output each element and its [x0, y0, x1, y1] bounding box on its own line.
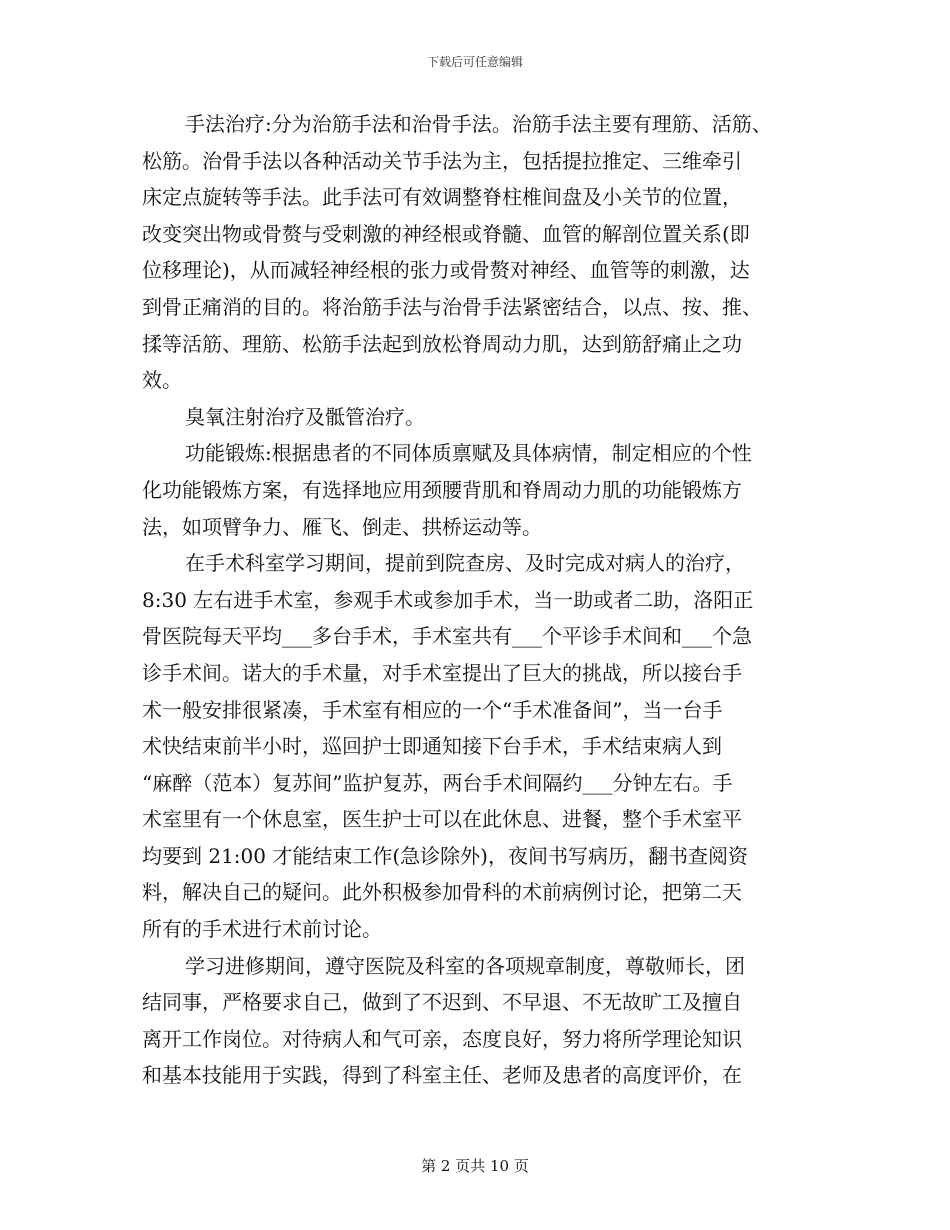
text-line: 位移理论)，从而减轻神经根的张力或骨赘对神经、血管等的刺激，达 — [142, 258, 750, 283]
text-line: 术一般安排很紧凑，手术室有相应的一个“手术准备间”，当一台手 — [142, 697, 723, 722]
page-footer: 第 2 页共 10 页 — [421, 1157, 529, 1175]
text-line: 效。 — [142, 368, 182, 393]
text-line: 8:30 左右进手术室，参观手术或参加手术，当一助或者二助，洛阳正 — [142, 587, 754, 612]
text-line: 改变突出物或骨赘与受刺激的神经根或脊髓、血管的解剖位置关系(即 — [142, 221, 750, 246]
text-line: 功能锻炼:根据患者的不同体质禀赋及具体病情，制定相应的个性 — [185, 441, 752, 466]
text-line: 法，如项臂争力、雁飞、倒走、拱桥运动等。 — [142, 514, 542, 539]
text-line: 臭氧注射治疗及骶管治疗。 — [185, 404, 425, 429]
text-line: 骨医院每天平均___多台手术，手术室共有___个平诊手术间和___个急 — [142, 624, 752, 649]
text-line: 离开工作岗位。对待病人和气可亲，态度良好，努力将所学理论知识 — [142, 1026, 742, 1051]
text-line: 所有的手术进行术前讨论。 — [142, 917, 382, 942]
text-line: “麻醉（范本）复苏间”监护复苏，两台手术间隔约___分钟左右。手 — [142, 770, 733, 795]
page-header: 下载后可任意编辑 — [426, 55, 523, 69]
document-body — [142, 106, 812, 1094]
text-line: 揉等活筋、理筋、松筋手法起到放松脊周动力肌，达到筋舒痛止之功 — [142, 331, 742, 356]
text-line: 床定点旋转等手法。此手法可有效调整脊柱椎间盘及小关节的位置， — [142, 185, 742, 210]
text-line: 均要到 21:00 才能结束工作(急诊除外)，夜间书写病历，翻书查阅资 — [142, 843, 748, 868]
text-line: 松筋。治骨手法以各种活动关节手法为主，包括提拉推定、三维牵引 — [142, 148, 742, 173]
text-line: 结同事，严格要求自己，做到了不迟到、不早退、不无故旷工及擅自 — [142, 990, 742, 1015]
text-line: 和基本技能用于实践，得到了科室主任、老师及患者的高度评价，在 — [142, 1063, 742, 1088]
text-line: 料，解决自己的疑问。此外积极参加骨科的术前病例讨论，把第二天 — [142, 880, 742, 905]
text-line: 术快结束前半小时，巡回护士即通知接下台手术，手术结束病人到 — [142, 734, 722, 759]
text-line: 诊手术间。诺大的手术量，对手术室提出了巨大的挑战，所以接台手 — [142, 660, 742, 685]
text-line: 到骨正痛消的目的。将治筋手法与治骨手法紧密结合，以点、按、推、 — [142, 294, 762, 319]
text-line: 学习进修期间，遵守医院及科室的各项规章制度，尊敬师长，团 — [185, 953, 745, 978]
text-line: 术室里有一个休息室，医生护士可以在此休息、进餐，整个手术室平 — [142, 807, 742, 832]
text-line: 手法治疗:分为治筋手法和治骨手法。治筋手法主要有理筋、活筋、 — [185, 112, 772, 136]
text-line: 在手术科室学习期间，提前到院查房、及时完成对病人的治疗， — [185, 551, 745, 576]
text-line: 化功能锻炼方案，有选择地应用颈腰背肌和脊周动力肌的功能锻炼方 — [142, 477, 742, 502]
